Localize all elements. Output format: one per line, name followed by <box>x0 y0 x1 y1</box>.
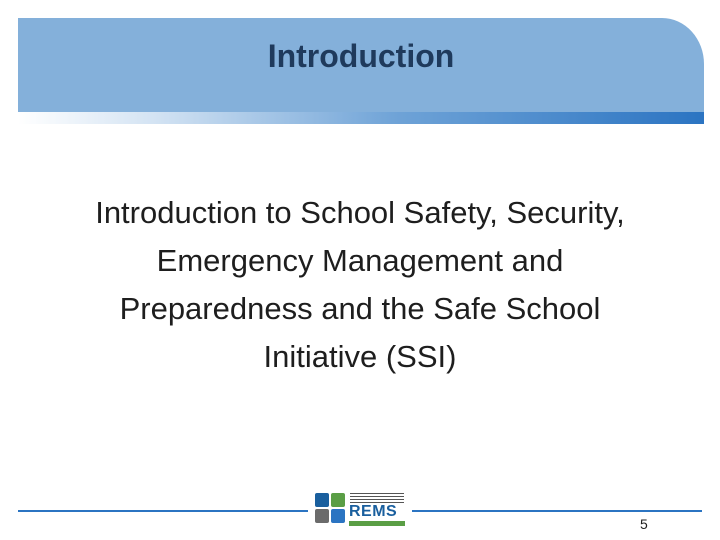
footer-rule-left <box>18 510 308 512</box>
body-line: Introduction to School Safety, Security, <box>95 195 625 230</box>
slide-body <box>30 189 690 381</box>
logo-underline-bar <box>349 521 405 526</box>
logo-square <box>315 493 329 507</box>
logo-square <box>331 509 345 523</box>
title-gradient-strip <box>18 112 704 124</box>
body-line: Emergency Management and <box>156 243 564 278</box>
logo-square <box>315 509 329 523</box>
page-number: 5 <box>640 516 648 532</box>
logo-square <box>331 493 345 507</box>
body-line: Preparedness and the Safe School <box>119 291 601 326</box>
logo-wordmark: REMS <box>349 503 398 520</box>
rems-logo-icon <box>315 493 347 525</box>
slide-title: Introduction <box>267 38 455 74</box>
footer-rule-right <box>412 510 702 512</box>
rems-logo <box>315 493 405 529</box>
body-line: Initiative (SSI) <box>263 339 457 374</box>
